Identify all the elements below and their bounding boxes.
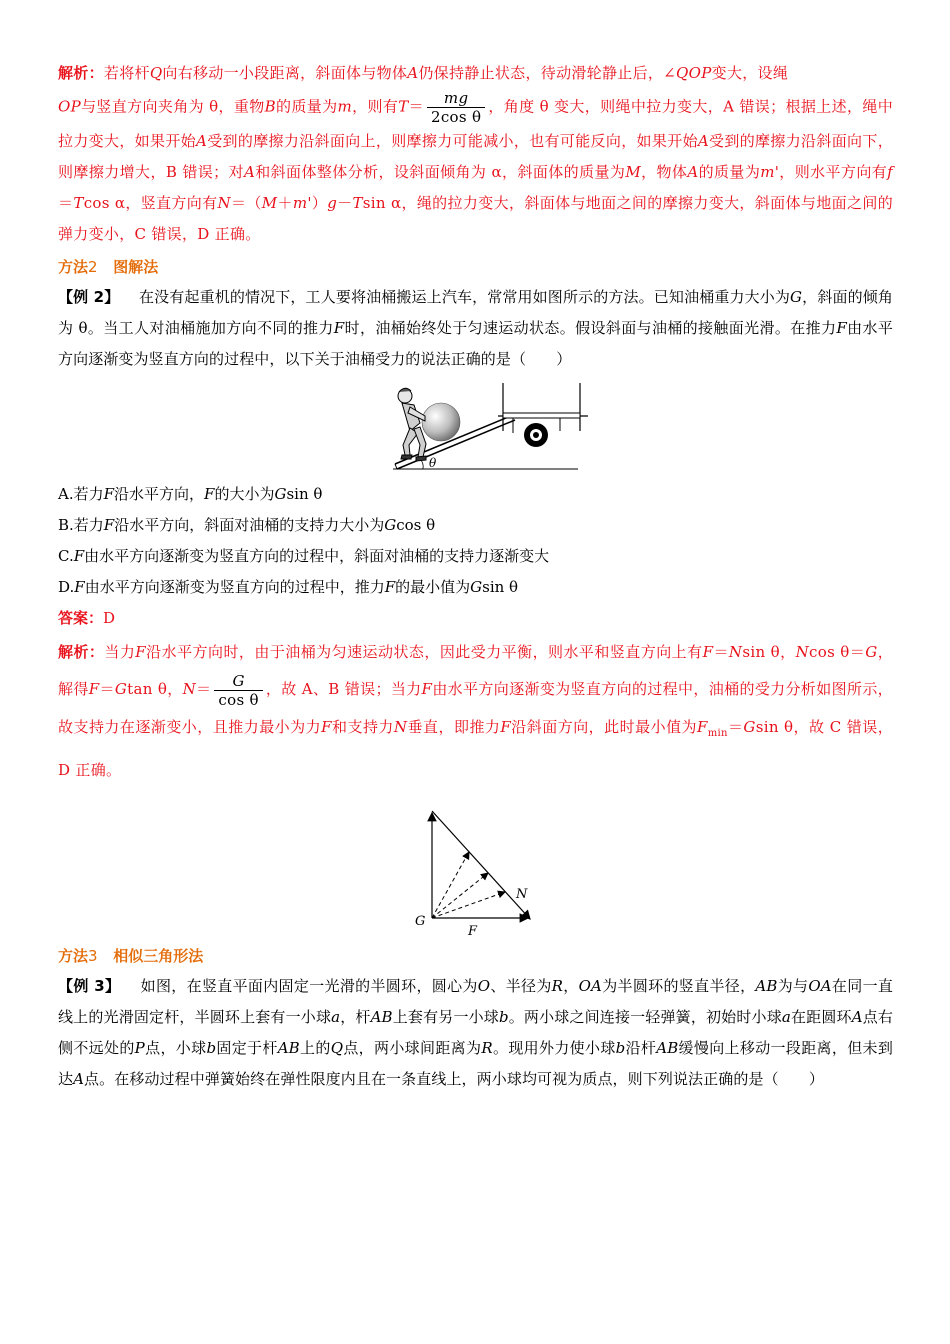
n-label: N	[516, 886, 528, 902]
figure-force-triangle	[58, 809, 893, 937]
analysis-1: 解析：若将杆Q向右移动一小段距离，斜面体与物体A仍保持静止状态，待动滑轮静止后，∠QOP变大，设绳 OP与竖直方向夹角为 θ，重物B的质量为m，则有T＝ $\frac{mg}{\text{2cos θ}}$ ，角度 θ 变大，则绳中拉力变大，A 错误；根据上述，绳中拉力变大，如果开始A受到的摩擦力沿斜面向上，则摩擦力可能减小，也有可能反向，如果开始A受到的摩擦力沿斜面向下，则摩擦力增大，B 错误；对A和斜面体整体分析，设斜面倾角为 α，斜面体的质量为M，物体A的质量为m'，则水平方向有f＝Tcos α，竖直方向有N＝（M＋m'）g－Tsin α，绳的拉力变大，斜面体与地面之间的摩擦力变大，斜面体与地面之间的弹力变小，C 错误，D 正确。	[58, 64, 894, 243]
option-c[interactable]: C.F由水平方向逐渐变为竖直方向的过程中，斜面对油桶的支持力逐渐变大	[58, 547, 550, 565]
document-page	[58, 58, 893, 1095]
method-3-heading: 方法3 相似三角形法	[58, 946, 204, 965]
analysis-2: 解析：当力F沿水平方向时，由于油桶为匀速运动状态，因此受力平衡，则水平和竖直方向上有F＝Nsin θ，Ncos θ＝G，解得F＝Gtan θ，N＝ $\frac{G}{\text{cos θ}}$ ，故 A、B 错误；当力F由水平方向逐渐变为竖直方向的过程中，油桶的受力分析如图所示，故支持力在逐渐变小，且推力最小为力F和支持力N垂直，即推力F沿斜面方向，此时最小值为$F_{min}=Gsin$ θ，故 C 错误，D 正确。	[58, 643, 893, 779]
example-2-question: 【例 2】 在没有起重机的情况下，工人要将油桶搬运上汽车，常常用如图所示的方法。已知油桶重力大小为G，斜面的倾角为 θ。当工人对油桶施加方向不同的推力F时，油桶始终处于匀速运动状态。假设斜面与油桶的接触面光滑。在推力F由水平方向逐渐变为竖直方向的过程中，以下关于油桶受力的说法正确的是（ ）	[58, 288, 893, 368]
fraction-mg-over-2cos: $\frac{mg}{\text{2cos θ}}$	[427, 89, 485, 126]
analysis-label: 解析：	[58, 64, 104, 82]
f-label: F	[468, 923, 478, 937]
theta-label: θ	[429, 456, 437, 470]
option-b[interactable]: B.若力F沿水平方向，斜面对油桶的支持力大小为Gcos θ	[58, 516, 436, 534]
figure-worker-ramp	[58, 383, 893, 475]
force-triangle-diagram	[58, 809, 893, 937]
answer: 答案：D	[58, 609, 116, 627]
worker-icon	[398, 388, 426, 461]
option-a[interactable]: A.若力F沿水平方向，F的大小为Gsin θ	[58, 485, 323, 503]
option-d[interactable]: D.F由水平方向逐渐变为竖直方向的过程中，推力F的最小值为Gsin θ	[58, 578, 519, 596]
method-2-heading: 方法2 图解法	[58, 258, 159, 276]
options-list	[58, 479, 893, 603]
worker-ramp-diagram	[58, 383, 893, 475]
fraction-g-over-cos: $\frac{G}{\text{cos θ}}$	[214, 672, 262, 709]
g-label: G	[415, 913, 426, 929]
example-3-question: 【例 3】 如图，在竖直平面内固定一光滑的半圆环，圆心为O、半径为R，OA为半圆环的竖直半径，AB为与OA在同一直线上的光滑固定杆，半圆环上套有一小球a，杆AB上套有另一小球b。两小球之间连接一轻弹簧，初始时小球a在距圆环A点右侧不远处的P点，小球b固定于杆AB上的Q点，两小球间距离为R。现用外力使小球b沿杆AB缓慢向上移动一段距离，但未到达A点。在移动过程中弹簧始终在弹性限度内且在一条直线上，两小球均可视为质点，则下列说法正确的是（ ）	[58, 976, 894, 1088]
barrel-icon	[422, 403, 460, 441]
